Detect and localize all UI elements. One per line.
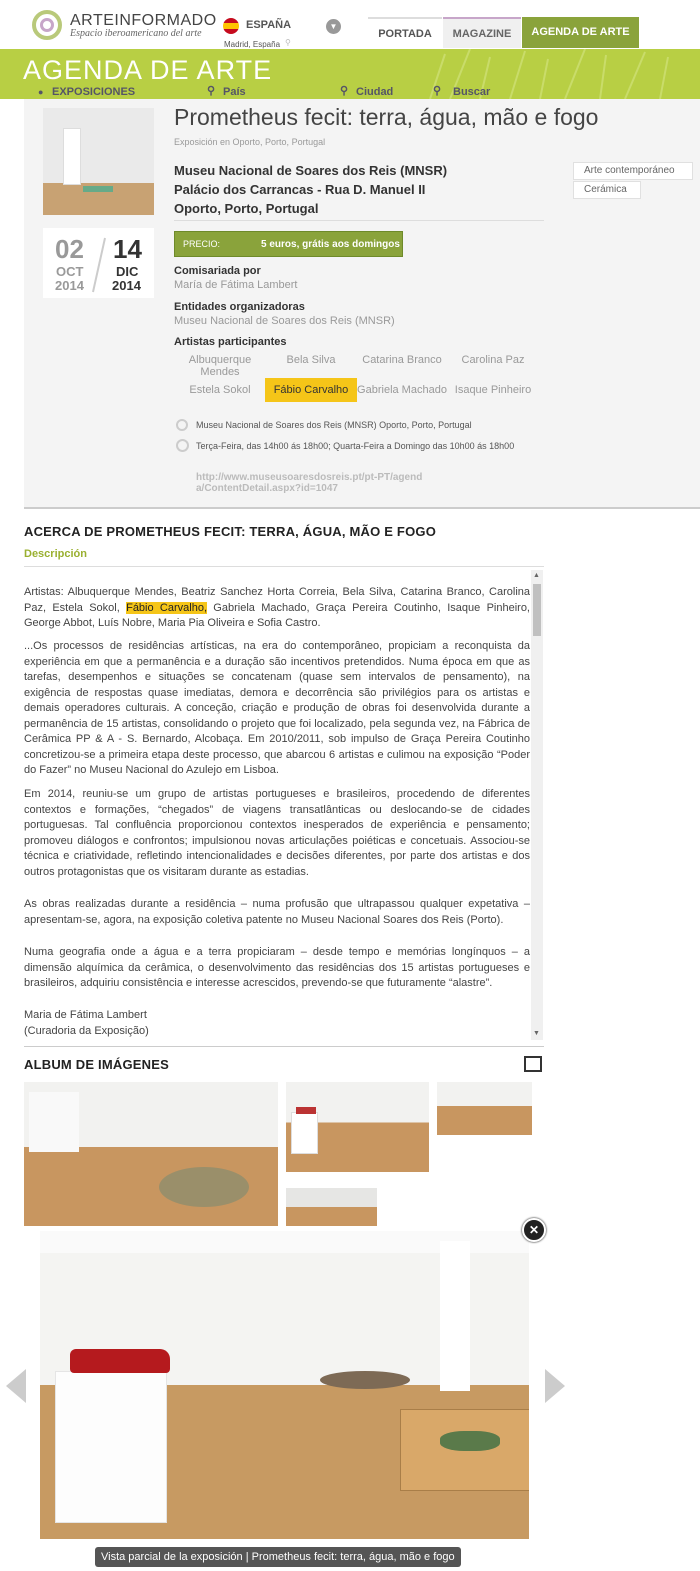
image-caption: Vista parcial de la exposición | Prometheus fecit: terra, água, mão e fogo [95, 1547, 461, 1567]
date-separator [91, 236, 107, 294]
tab-magazine[interactable]: MAGAZINE [443, 17, 521, 48]
end-year: 2014 [112, 278, 141, 293]
exhibition-title: Prometheus fecit: terra, água, mão e fogo [174, 104, 599, 130]
price-label: PRECIO: [183, 239, 221, 249]
museum-url[interactable]: http://www.museusoaresdosreis.pt/pt-PT/agenda/ContentDetail.aspx?id=1047 [196, 472, 423, 494]
venue-line[interactable]: Museu Nacional de Soares dos Reis (MNSR) [174, 163, 448, 178]
close-icon[interactable]: ✕ [522, 1218, 546, 1242]
artist-highlight: Fábio Carvalho, [126, 601, 207, 614]
venue-location: Museu Nacional de Soares dos Reis (MNSR) Oporto, Porto, Portugal [196, 420, 472, 430]
filter-buscar[interactable]: Buscar [453, 86, 491, 98]
scrollbar-thumb[interactable] [533, 584, 541, 636]
price-box [174, 231, 403, 257]
start-year: 2014 [55, 278, 84, 293]
artist-link[interactable]: Catarina Branco [362, 354, 442, 366]
venue-line: Palácio dos Carrancas - Rua D. Manuel II [174, 182, 426, 197]
date-range [43, 228, 154, 298]
museum-link[interactable] [196, 472, 426, 494]
artist-link-highlighted[interactable]: Fábio Carvalho [265, 378, 357, 402]
divider [24, 566, 544, 567]
tab-portada[interactable]: PORTADA [368, 17, 442, 48]
end-month: DIC [116, 264, 139, 279]
album-photo[interactable] [24, 1082, 278, 1226]
search-icon: ⚲ [433, 85, 442, 97]
tag-arte-contemporaneo[interactable]: Arte contemporáneo [573, 162, 693, 180]
exhibition-subtitle: Exposición en Oporto, Porto, Portugal [174, 137, 326, 147]
artist-link[interactable]: Bela Silva [286, 354, 336, 366]
about-heading: ACERCA DE PROMETHEUS FECIT: TERRA, ÁGUA, MÃO E FOGO [24, 524, 437, 539]
end-day: 14 [113, 234, 142, 264]
artist-link[interactable]: Estela Sokol [189, 384, 251, 396]
brand-name[interactable]: ARTEINFORMADO [70, 12, 217, 29]
exhibition-thumbnail[interactable] [43, 108, 154, 215]
start-day: 02 [55, 234, 84, 264]
organizers-name[interactable]: Museu Nacional de Soares dos Reis (MNSR) [174, 315, 395, 327]
album-heading: ALBUM DE IMÁGENES [24, 1057, 169, 1072]
scroll-down-icon[interactable]: ▼ [533, 1030, 540, 1037]
lightbox-image[interactable] [40, 1231, 529, 1539]
page-title: AGENDA DE ARTE [23, 55, 273, 85]
chevron-down-icon[interactable]: ▼ [326, 19, 341, 34]
artist-link[interactable]: Albuquerque Mendes [188, 354, 252, 378]
artist-link[interactable]: Isaque Pinheiro [454, 384, 532, 396]
city-label: Madrid, España [224, 40, 281, 49]
description-paragraph: As obras realizadas durante a residência – numa profusão que ultrapassou qualquer expetativa – apresentam-se, agora, na exposição coletiva patente no Museu Nacional Soares dos Reis (Porto). [24, 898, 530, 926]
curator-name[interactable]: María de Fátima Lambert [174, 279, 298, 291]
divider [24, 1046, 544, 1047]
album-photo[interactable] [286, 1188, 377, 1226]
price-value: 5 euros, grátis aos domingos [261, 239, 400, 250]
clock-icon [176, 439, 189, 452]
tab-descripcion[interactable]: Descripción [24, 548, 87, 560]
tab-agenda-de-arte[interactable]: AGENDA DE ARTE [522, 17, 639, 48]
organizers-label: Entidades organizadoras [174, 301, 305, 313]
spain-flag-icon [223, 18, 239, 34]
description-paragraph: ...Os processos de residências artísticas, na era do contemporâneo, propiciam a reconquista da experiência em que a permanência e a duração são incentivos pretendidos. Numa época em que as tarefas, desempenhos e situações se concatenam (quase sem intervalos de pensamento), na exigência de respostas quase imediatas, demora e decorrência são privilégios para os artistas e demais operadores culturais. A conceção, criação e produção de obras foi desenvolvida durante a permanência de 15 artistas, consolidando o projeto que foi localizado, pela segunda vez, na Fábrica de Cerâmica PP & A - S. Bernardo, Alcobaça. Em 2010/2011, sob impulso de Graça Pereira Coutinho concretizou-se a primeira etapa deste processo, que abarcou 6 artistas e culimou na exposição “Poder do Fazer” no Museu Nacional do Azulejo em Lisboa. [24, 640, 530, 776]
brand-tagline: Espacio iberoamericano del arte [70, 28, 202, 39]
artists-text: Artistas: Albuquerque Mendes, Beatriz Sanchez Horta Correia, Bela Silva, Catarina Branco, Carolina Paz, Estela Sokol, [24, 586, 530, 614]
filter-ciudad[interactable]: Ciudad [356, 86, 394, 98]
prev-arrow-icon[interactable] [6, 1369, 26, 1403]
filter-pais[interactable]: País [223, 86, 246, 98]
exposiciones-icon: ● [38, 87, 44, 97]
artists-label: Artistas participantes [174, 336, 287, 348]
artists-paragraph [24, 585, 530, 632]
signature-name: Maria de Fátima Lambert [24, 1009, 147, 1021]
opening-hours: Terça-Feira, das 14h00 ás 18h00; Quarta-Feira a Domingo das 10h00 ás 18h00 [196, 441, 515, 451]
description-paragraph: Numa geografia onde a água e a terra propiciaram – desde tempo e memórias longínquos – a dimensão alquímica da cerâmica, o desenvolvimento das residências dos 15 artistas portugueses e brasileiros, adquiriu consistência e interesse acrescidos, prevendo-se que futuramente “alastre”. [24, 946, 530, 989]
map-pin-icon: ⚲ [340, 85, 349, 97]
album-photo[interactable] [286, 1082, 429, 1172]
location-icon [176, 419, 188, 431]
venue-address [174, 161, 447, 218]
venue-line: Oporto, Porto, Portugal [174, 201, 319, 216]
curator-label: Comisariada por [174, 265, 261, 277]
filter-exposiciones[interactable]: EXPOSICIONES [52, 86, 136, 98]
artists-text-rest: Gabriela Machado, Graça Pereira Coutinho, Isaque Pinheiro, George Abbot, Luís Nobre, Maria Pia Oliveira e Sofia Castro. [24, 601, 530, 629]
tag-ceramica[interactable]: Cerámica [573, 181, 641, 199]
country-selector[interactable]: ESPAÑA [246, 19, 292, 31]
scroll-up-icon[interactable]: ▲ [533, 572, 540, 579]
album-photo[interactable] [437, 1082, 532, 1135]
logo-icon[interactable] [32, 10, 62, 40]
pin-icon: ⚲ [285, 38, 291, 47]
next-arrow-icon[interactable] [545, 1369, 565, 1403]
fullscreen-icon[interactable] [524, 1056, 542, 1072]
signature-role: (Curadoria da Exposição) [24, 1025, 149, 1037]
artist-link[interactable]: Carolina Paz [461, 354, 525, 366]
map-pin-icon: ⚲ [207, 85, 216, 97]
description-paragraph: Em 2014, reuniu-se um grupo de artistas portugueses e brasileiros, procedendo de diferentes contextos e formações, “chegados” de viagens transatlânticas ou deslocando-se de cidades portuguesas. Tal confluência proporcionou contextos inesperados de experiência e pensamento; promoveu diálogos e confrontos; impulsionou novas articulações poiéticas e concetuais. Associou-se técnica e criatividade, refletindo intencionalidades e decisões diferentes, por parte dos artistas e dos outros protagonistas que os visitaram durante as estadias. [24, 788, 530, 878]
start-month: OCT [56, 264, 84, 279]
divider [174, 220, 544, 221]
artist-link[interactable]: Gabriela Machado [357, 384, 447, 396]
description-scrollbar[interactable] [531, 570, 543, 1040]
